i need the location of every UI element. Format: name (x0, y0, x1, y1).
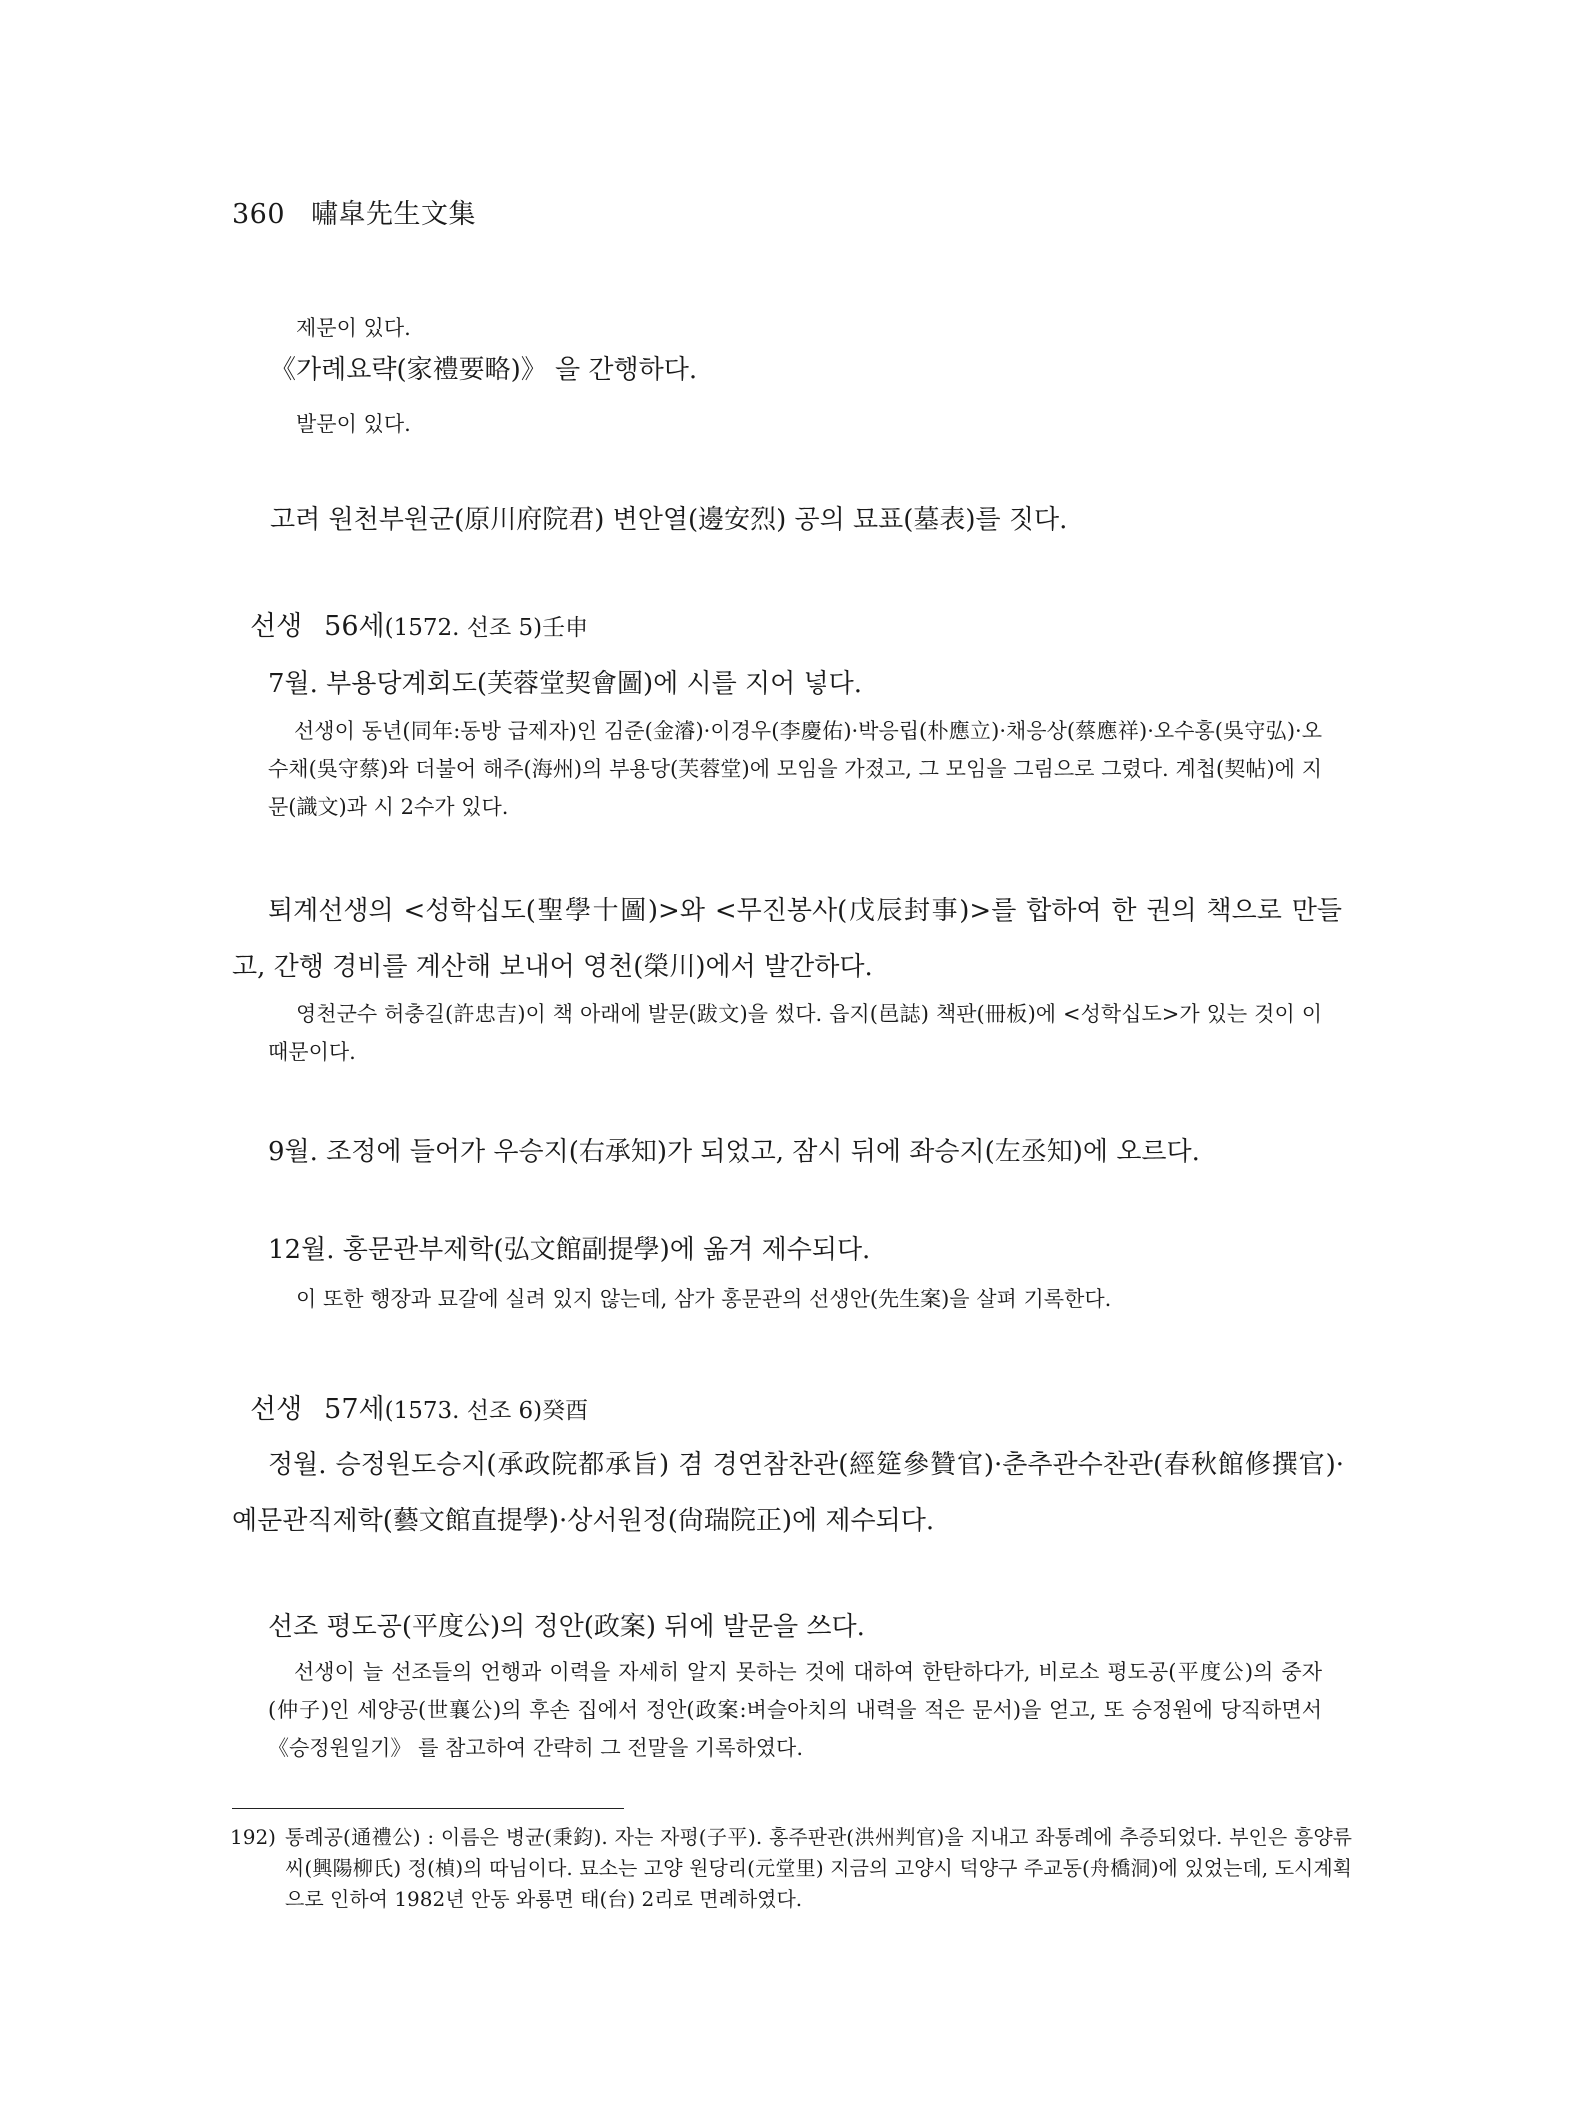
running-head (232, 192, 476, 231)
note-hongmungwan: 이 또한 행장과 묘갈에 실려 있지 않는데, 삼가 홍문관의 선생안(先生案)을 살펴 기록한다. (296, 1287, 1112, 1311)
entry-tomb-marker: 고려 원천부원군(原川府院君) 변안열(邊安烈) 공의 묘표(墓表)를 짓다. (270, 505, 1068, 535)
note-buyongdang: 선생이 동년(同年:동방 급제자)인 김준(金濬)·이경우(李慶佑)·박응립(朴應立)·채응상(蔡應祥)·오수홍(吳守弘)·오수채(吳守蔡)와 더불어 해주(海州)의 부용당(芙蓉堂)에 모임을 가졌고, 그 모임을 그림으로 그렸다. 계첩(契帖)에 지문(識文)과 시 2수가 있다. (268, 719, 1322, 819)
entry-hongmungwan: 12월. 홍문관부제학(弘文館副提學)에 옮겨 제수되다. (268, 1235, 871, 1265)
year-heading-age: 57세 (324, 1394, 385, 1425)
note-funeral-oration: 제문이 있다. (296, 316, 411, 340)
entry-buyongdang: 7월. 부용당계회도(芙蓉堂契會圖)에 시를 지어 넣다. (268, 669, 863, 699)
entry-garye-yoryak: 《가례요략(家禮要略)》 을 간행하다. (270, 355, 698, 385)
year-heading-56 (250, 604, 588, 643)
footnote-192 (230, 1822, 1352, 1915)
entry-pyeongdogong: 선조 평도공(平度公)의 정안(政案) 뒤에 발문을 쓰다. (268, 1612, 865, 1642)
note-pyeongdogong: 선생이 늘 선조들의 언행과 이력을 자세히 알지 못하는 것에 대하여 한탄하다가, 비로소 평도공(平度公)의 중자(仲子)인 세양공(世襄公)의 후손 집에서 정안(政案:벼슬아치의 내력을 적은 문서)을 얻고, 또 승정원에 당직하면서 《승정원일기》 를 참고하여 간략히 그 전말을 기록하였다. (268, 1660, 1322, 1760)
year-heading-label: 선생 (250, 611, 303, 642)
note-seonghak-sipdo: 영천군수 허충길(許忠吉)이 책 아래에 발문(跋文)을 썼다. 읍지(邑誌) 책판(冊板)에 <성학십도>가 있는 것이 이 때문이다. (268, 1002, 1322, 1064)
year-heading-age: 56세 (324, 611, 385, 642)
entry-seungji: 9월. 조정에 들어가 우승지(右承知)가 되었고, 잠시 뒤에 좌승지(左丞知)에 오르다. (268, 1137, 1200, 1167)
year-heading-label: 선생 (250, 1394, 303, 1425)
year-heading-detail: (1572. 선조 5)壬申 (384, 615, 589, 641)
entry-doseungji: 정월. 승정원도승지(承政院都承旨) 겸 경연참찬관(經筵參贊官)·춘추관수찬관(春秋館修撰官)·예문관직제학(藝文館直提學)·상서원정(尙瑞院正)에 제수되다. (232, 1450, 1344, 1536)
footnote-number: 192) (230, 1825, 276, 1849)
entry-seonghak-sipdo: 퇴계선생의 <성학십도(聖學十圖)>와 <무진봉사(戊辰封事)>를 합하여 한 권의 책으로 만들고, 간행 경비를 계산해 보내어 영천(榮川)에서 발간하다. (232, 896, 1342, 982)
footnote-text: 통례공(通禮公) : 이름은 병균(秉鈞). 자는 자평(子平). 홍주판관(洪州判官)을 지내고 좌통례에 추증되었다. 부인은 흥양류씨(興陽柳氏) 정(楨)의 따님이다. 묘소는 고양 원당리(元堂里) 지금의 고양시 덕양구 주교동(舟橋洞)에 있었는데, 도시계획으로 인하여 1982년 안동 와룡면 태(台) 2리로 면례하였다. (285, 1825, 1352, 1911)
book-title: 嘯皐先生文集 (311, 199, 477, 230)
note-postscript: 발문이 있다. (296, 412, 411, 436)
year-heading-detail: (1573. 선조 6)癸酉 (384, 1398, 589, 1424)
year-heading-57 (250, 1387, 588, 1426)
footnote-divider (232, 1808, 624, 1809)
page-number: 360 (232, 199, 286, 230)
